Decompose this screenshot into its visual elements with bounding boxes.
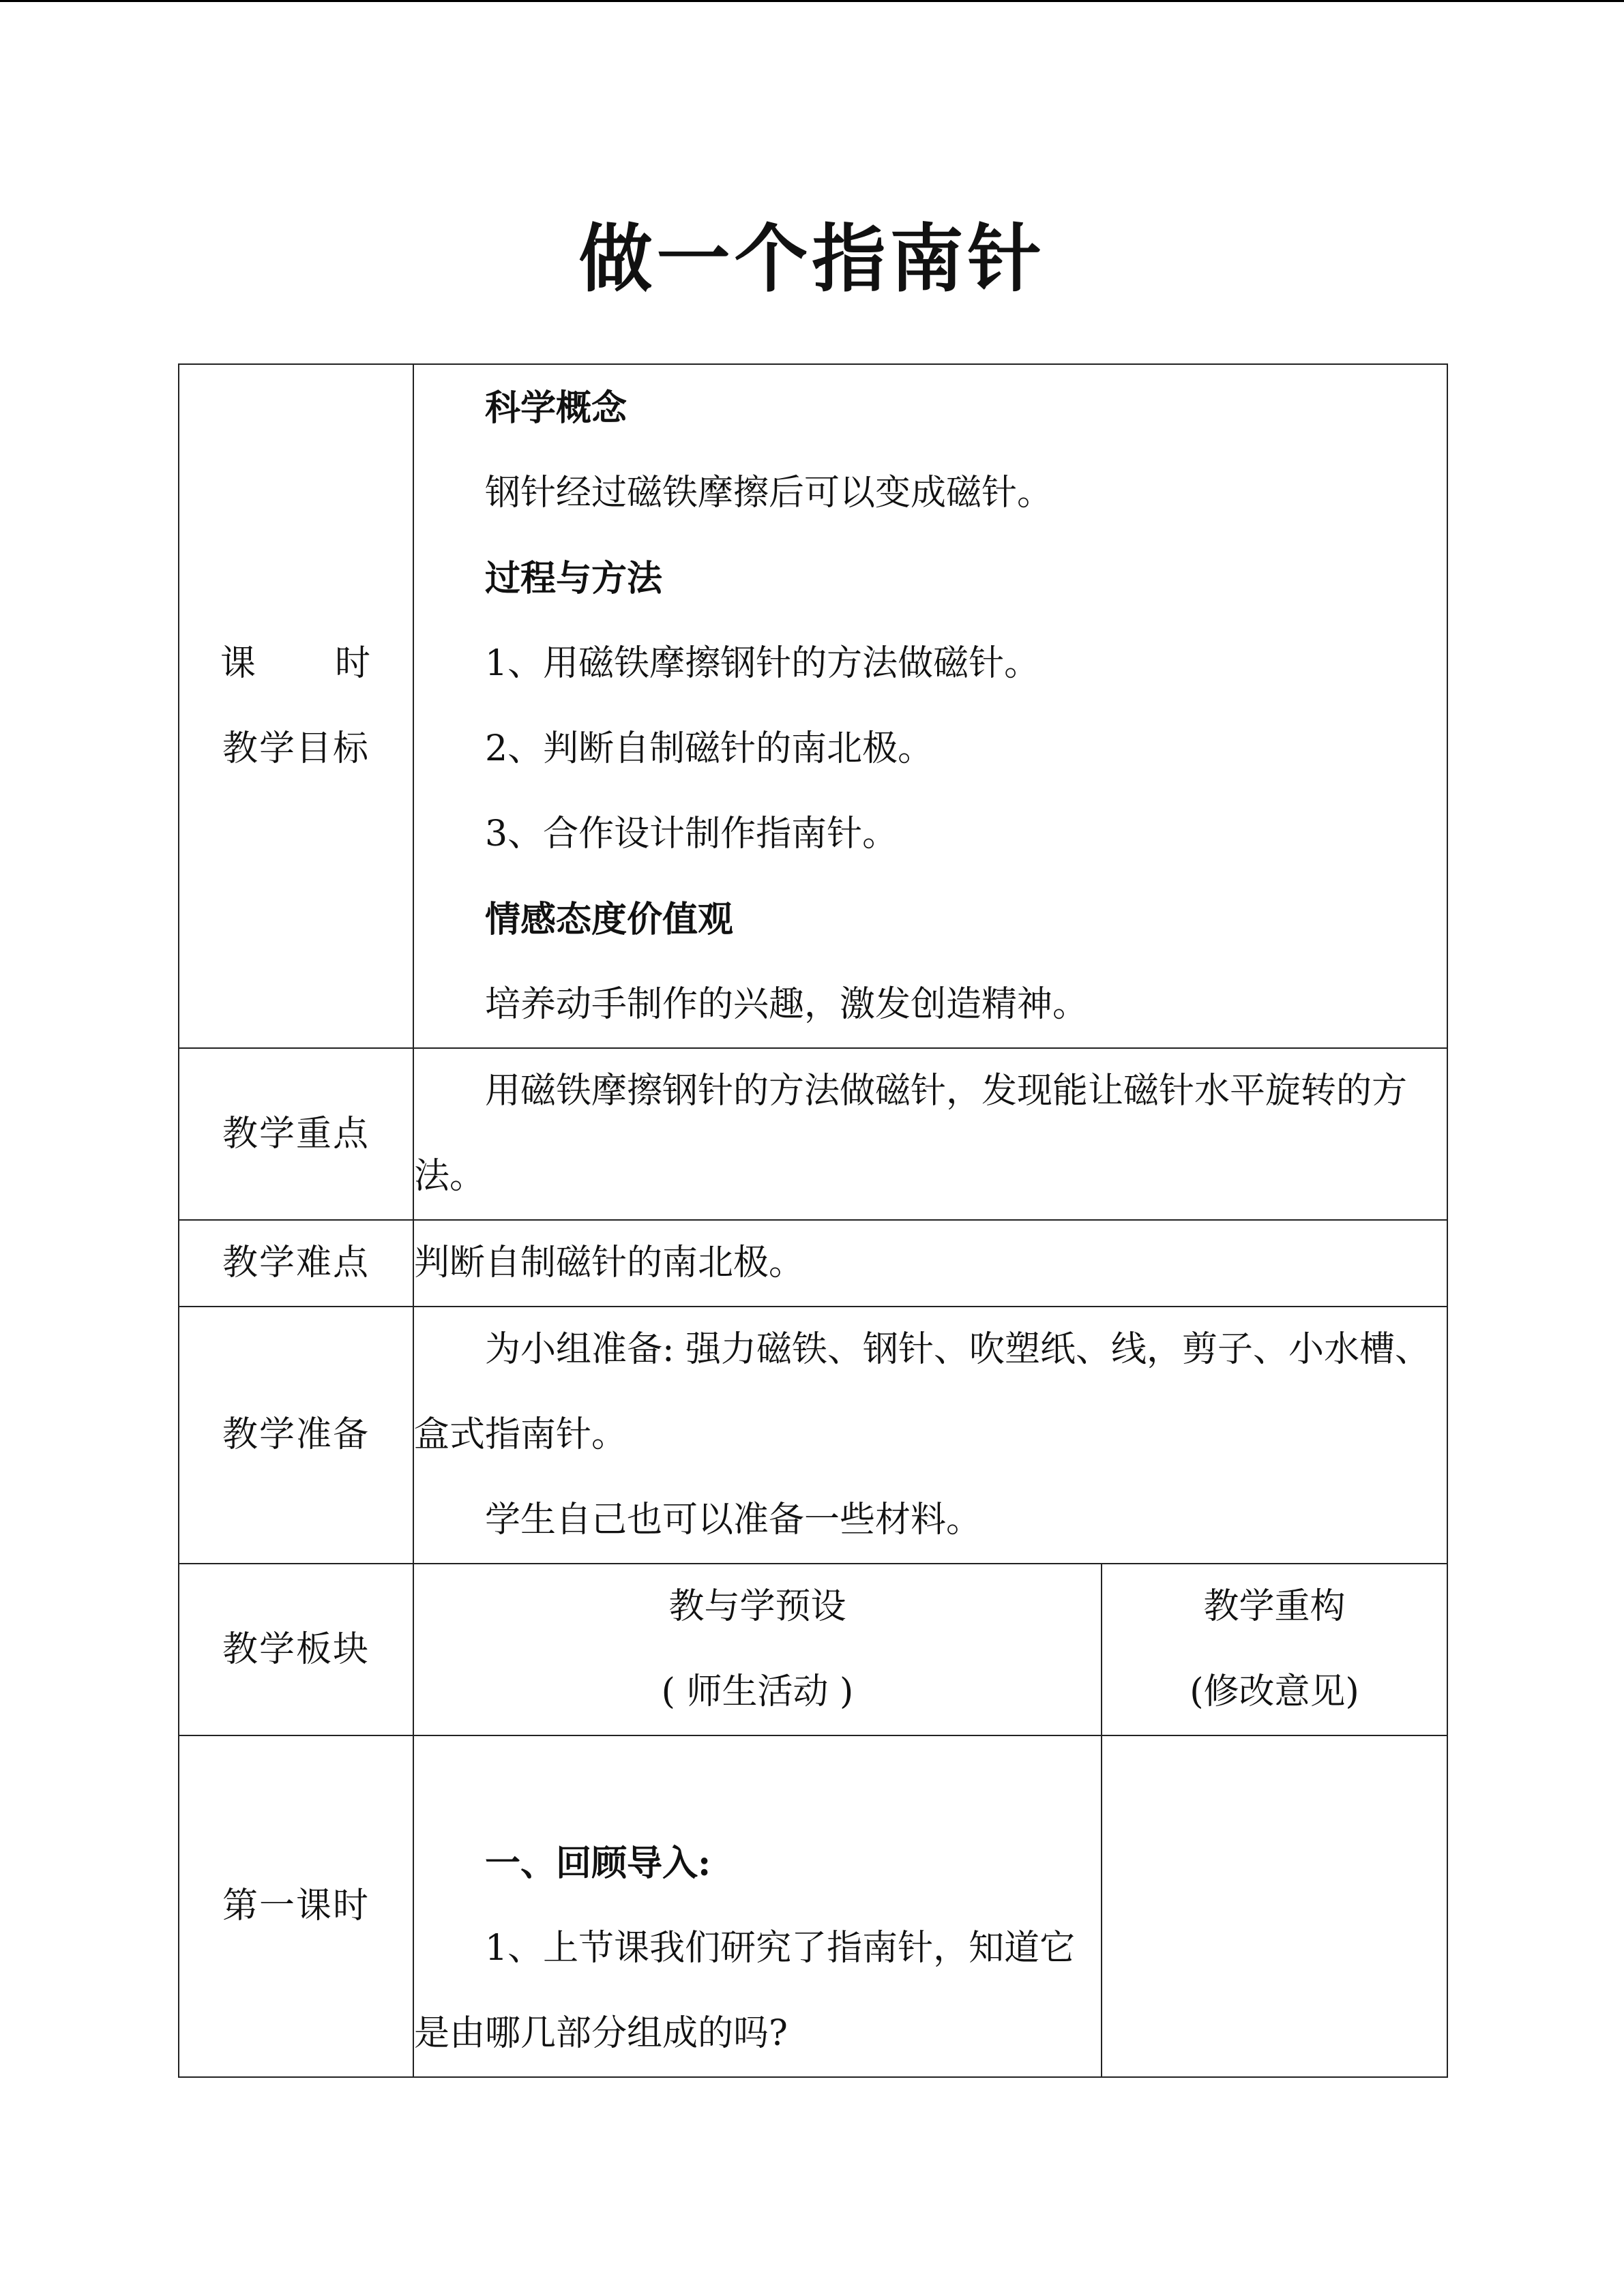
difficulty-text: 判断自制磁针的南北极。	[414, 1242, 805, 1283]
objectives-label-line2: 教学目标	[222, 728, 370, 769]
preparation-label: 教学准备	[179, 1307, 413, 1564]
difficulty-label: 教学难点	[179, 1220, 413, 1307]
design-header-title: 教与学预设	[668, 1586, 846, 1627]
preparation-text: 为小组准备: 强力磁铁、钢针、吹塑纸、线，剪子、小水槽、盒式指南针。	[414, 1329, 1431, 1455]
document-title: 做一个指南针	[578, 216, 1046, 302]
objectives-label-ke: 课	[220, 642, 258, 684]
preparation-row	[179, 1307, 1447, 1564]
key-point-content-cell	[413, 1048, 1447, 1220]
revision-header-subtitle: (修改意见)	[1190, 1671, 1359, 1712]
attitude-heading: 情感态度价值观	[485, 898, 734, 940]
science-text: 钢针经过磁铁摩擦后可以变成磁针。	[485, 472, 1053, 513]
attitude-text: 培养动手制作的兴趣，激发创造精神。	[485, 983, 1089, 1025]
science-heading: 科学概念	[485, 387, 628, 429]
key-point-text: 用磁铁摩擦钢针的方法做磁针，发现能让磁针水平旋转的方法。	[414, 1071, 1408, 1197]
process-item: 2、判断自制磁针的南北极。	[485, 728, 934, 769]
lesson-one-revision-cell	[1102, 1735, 1447, 2077]
section-header-row	[179, 1564, 1447, 1735]
process-heading: 过程与方法	[485, 557, 663, 599]
lesson-one-row	[179, 1735, 1447, 2077]
section-label: 教学板块	[179, 1564, 413, 1735]
revision-header-cell	[1102, 1564, 1447, 1735]
process-item: 3、合作设计制作指南针。	[485, 813, 898, 854]
lesson-one-heading: 一、回顾导入:	[485, 1843, 711, 1884]
process-item: 1、用磁铁摩擦钢针的方法做磁针。	[485, 642, 1040, 684]
objectives-label-shi: 时	[334, 642, 372, 684]
design-header-subtitle: ( 师生活动 )	[661, 1671, 854, 1712]
design-header-cell	[413, 1564, 1102, 1735]
lesson-one-label: 第一课时	[179, 1735, 413, 2077]
objectives-label-cell	[179, 364, 413, 1048]
difficulty-row	[179, 1220, 1447, 1307]
lesson-one-content-cell	[413, 1735, 1102, 2077]
lesson-plan-table	[178, 363, 1448, 2078]
top-border-line	[0, 0, 1624, 2]
preparation-text-extra: 学生自己也可以准备一些材料。	[485, 1500, 982, 1540]
revision-header-title: 教学重构	[1203, 1586, 1346, 1627]
difficulty-content-cell	[413, 1220, 1447, 1307]
objectives-label-line1	[220, 621, 372, 706]
objectives-row	[179, 364, 1447, 1048]
objectives-content-cell	[413, 364, 1447, 1048]
key-point-row	[179, 1048, 1447, 1220]
lesson-one-text: 1、上节课我们研究了指南针，知道它是由哪几部分组成的吗?	[414, 1928, 1076, 2054]
key-point-label: 教学重点	[179, 1048, 413, 1220]
preparation-content-cell	[413, 1307, 1447, 1564]
